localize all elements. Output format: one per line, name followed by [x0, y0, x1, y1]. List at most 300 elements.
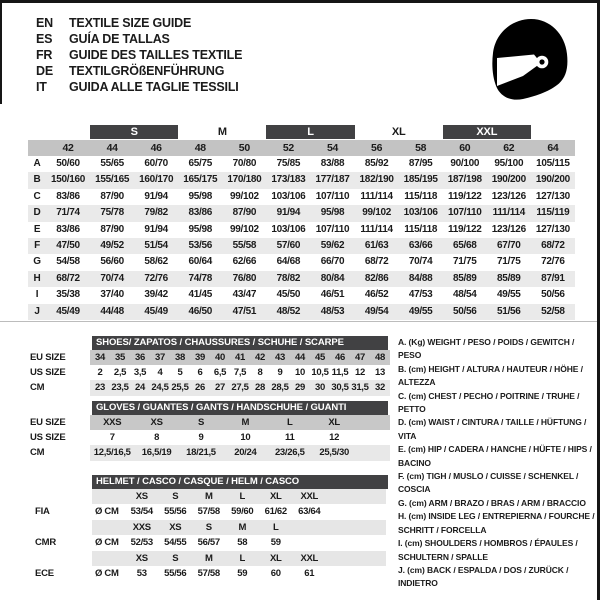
- size-value: 54/58: [56, 256, 80, 268]
- legend-item: E. (cm) HIP / CADERA / HANCHE / HÜFTE / HIPS / BACINO: [398, 444, 592, 468]
- size-value: XS: [150, 417, 163, 428]
- size-value: 51/54: [144, 239, 168, 251]
- size-value: 187/198: [447, 174, 482, 186]
- size-value: 85/89: [497, 272, 521, 284]
- helmet-size-value: 55/56: [164, 506, 187, 517]
- size-value: 78/82: [276, 272, 301, 284]
- size-value: 39: [195, 352, 205, 363]
- size-value: 60/64: [188, 256, 213, 268]
- size-value: 71/74: [56, 207, 80, 219]
- size-value: 85/92: [364, 158, 389, 169]
- size-col-header: 64: [547, 142, 559, 154]
- size-value: 91/94: [144, 223, 168, 235]
- shoes-row: [90, 365, 390, 380]
- size-value: 4: [157, 367, 163, 378]
- helmet-size: XS: [135, 553, 148, 564]
- standard-label-cmr: CMR: [35, 537, 57, 548]
- helmet-section-header: HELMET / CASCO / CASQUE / HELM / CASCO: [92, 475, 388, 489]
- helmet-size: XL: [269, 553, 282, 564]
- size-value: 84/88: [408, 272, 433, 284]
- legend-item: A. (Kg) WEIGHT / PESO / POIDS / GEWITCH / PESO: [398, 337, 575, 361]
- size-value: 6: [197, 367, 203, 378]
- gloves-row: [90, 430, 390, 445]
- size-value: 68/72: [364, 256, 389, 268]
- size-value: 43: [275, 352, 285, 363]
- size-value: 12,5/16,5: [93, 447, 131, 458]
- size-value: XL: [328, 417, 340, 428]
- measure-row-b: [28, 172, 575, 188]
- size-value: 59/62: [320, 239, 345, 251]
- size-value: 173/183: [271, 174, 306, 186]
- size-value: 74/78: [188, 272, 213, 284]
- size-value: 8: [257, 367, 263, 378]
- size-value: 46/52: [364, 289, 389, 301]
- helmet-size: XS: [169, 522, 182, 533]
- size-value: 53/56: [188, 239, 213, 251]
- size-value: 82/86: [364, 272, 389, 284]
- size-value: 35: [115, 352, 125, 363]
- size-col-header: 56: [371, 142, 383, 154]
- size-value: 91/94: [144, 190, 168, 202]
- language-code: IT: [36, 80, 47, 94]
- language-code: ES: [36, 32, 53, 46]
- size-value: 9: [277, 367, 283, 378]
- size-value: 47/50: [56, 239, 80, 251]
- size-value: 67/70: [497, 239, 521, 251]
- size-col-header: 42: [62, 142, 74, 154]
- size-value: 46: [335, 352, 345, 363]
- row-letter: A: [33, 158, 41, 169]
- size-value: 111/114: [360, 190, 393, 202]
- frame-left-border: [0, 0, 2, 104]
- shoes-row-label: EU SIZE: [30, 352, 66, 363]
- size-value: 127/130: [535, 223, 570, 235]
- size-col-header: 52: [282, 142, 294, 154]
- legend-item: C. (cm) CHEST / PECHO / POITRINE / TRUHE / PETTO: [398, 390, 580, 415]
- size-value: 7,5: [233, 367, 247, 378]
- language-row: [36, 63, 242, 79]
- legend-item: B. (cm) HEIGHT / ALTURA / HAUTEUR / HÖHE / ALTEZZA: [398, 363, 583, 388]
- size-value: 115/118: [404, 190, 438, 202]
- size-value: 51/56: [497, 305, 521, 317]
- size-value: 30,5: [331, 382, 349, 393]
- language-code: FR: [36, 48, 53, 62]
- size-value: 49/52: [100, 239, 124, 251]
- row-letter: G: [33, 256, 41, 268]
- size-value: 27,5: [231, 382, 249, 393]
- size-value: 48: [375, 352, 385, 363]
- helmet-size-value: 53/54: [130, 506, 153, 517]
- row-letter: C: [33, 190, 41, 202]
- size-value: 65/75: [188, 158, 213, 169]
- size-value: 40: [215, 352, 225, 363]
- size-value: 99/102: [229, 190, 259, 202]
- gloves-section-header: GLOVES / GUANTES / GANTS / HANDSCHUHE / GUANTI: [92, 401, 388, 415]
- row-letter: F: [34, 239, 40, 251]
- size-value: 10: [240, 432, 251, 443]
- size-value: XXS: [103, 417, 122, 428]
- size-col-header: 44: [106, 142, 118, 154]
- language-row: [36, 79, 242, 95]
- row-letter: B: [33, 174, 41, 186]
- size-value: 49/55: [408, 305, 433, 317]
- size-col-header: 50: [238, 142, 250, 154]
- size-value: 68/72: [56, 272, 80, 284]
- size-value: 190/200: [535, 174, 570, 186]
- helmet-size: L: [272, 522, 279, 533]
- size-col-header: 58: [415, 142, 427, 154]
- size-value: 80/84: [320, 272, 345, 284]
- size-value: 49/55: [497, 289, 521, 301]
- size-value: 52/58: [541, 305, 565, 317]
- size-value: 13: [375, 367, 385, 378]
- size-value: 28: [255, 382, 265, 393]
- language-title: TEXTILGRÖßENFÜHRUNG: [69, 64, 225, 78]
- size-value: 95/98: [188, 190, 213, 202]
- language-title: TEXTILE SIZE GUIDE: [69, 16, 192, 30]
- size-value: 70/80: [232, 158, 257, 169]
- size-value: 62/66: [232, 256, 257, 268]
- helmet-size-value: 61/62: [264, 506, 287, 517]
- size-value: 23,5: [111, 382, 129, 393]
- measure-row-d: [28, 205, 575, 221]
- measure-row-g: [28, 254, 575, 270]
- helmet-size: M: [238, 522, 247, 533]
- helmet-size: XXL: [300, 491, 319, 502]
- size-value: 47/51: [232, 305, 257, 317]
- shoes-row-label: US SIZE: [30, 367, 66, 378]
- size-value: 119/122: [447, 190, 482, 202]
- size-value: 185/195: [403, 174, 438, 186]
- size-value: 182/190: [359, 174, 394, 186]
- measure-row-f: [28, 238, 575, 254]
- measure-row-i: [28, 287, 575, 303]
- size-value: 83/86: [56, 223, 80, 235]
- size-value: 24,5: [151, 382, 169, 393]
- size-value: 23/26,5: [274, 447, 305, 458]
- size-value: 5: [177, 367, 183, 378]
- gloves-row: [90, 415, 390, 430]
- size-value: 37/40: [100, 289, 124, 301]
- size-value: 103/106: [403, 207, 438, 219]
- size-value: 11: [285, 432, 295, 443]
- size-value: 170/180: [227, 174, 262, 186]
- size-value: 50/56: [452, 305, 477, 317]
- size-value: 165/175: [183, 174, 218, 186]
- size-value: 79/82: [144, 207, 168, 219]
- size-value: 6,5: [213, 367, 227, 378]
- size-value: 3,5: [133, 367, 147, 378]
- size-value: 60/70: [144, 158, 168, 169]
- size-value: 48/52: [276, 305, 301, 317]
- helmet-size: XXL: [300, 553, 319, 564]
- size-value: 115/118: [404, 223, 438, 235]
- row-letter: H: [33, 272, 41, 284]
- size-value: 72/76: [541, 256, 565, 268]
- size-group-s: S: [90, 125, 178, 139]
- unit-label: Ø CM: [95, 568, 119, 579]
- size-value: 83/88: [320, 158, 345, 169]
- measure-row-e: [28, 222, 575, 238]
- size-value: 18/21,5: [186, 447, 216, 458]
- size-value: 48/54: [452, 289, 477, 301]
- size-group-xxl: XXL: [443, 125, 531, 139]
- size-value: 36: [135, 352, 145, 363]
- size-value: 10: [295, 367, 305, 378]
- size-value: 64/68: [276, 256, 301, 268]
- size-value: 56/60: [100, 256, 124, 268]
- legend-item: G. (cm) ARM / BRAZO / BRAS / ARM / BRACCIO: [398, 497, 586, 508]
- size-value: 45: [315, 352, 325, 363]
- size-value: 95/98: [320, 207, 345, 219]
- size-value: 50/56: [541, 289, 565, 301]
- size-value: 31,5: [351, 382, 369, 393]
- size-value: 45/49: [56, 305, 80, 317]
- size-value: 16,5/19: [141, 447, 172, 458]
- size-value: 123/126: [491, 190, 526, 202]
- size-value: 26: [195, 382, 205, 393]
- legend-item: J. (cm) BACK / ESPALDA / DOS / ZURÜCK / INDIETRO: [398, 564, 569, 589]
- size-row-corner: [28, 140, 46, 156]
- helmet-size-value: 59/60: [231, 506, 254, 517]
- size-value: 68/72: [541, 239, 565, 251]
- size-value: 83/86: [188, 207, 213, 219]
- size-value: 8: [154, 432, 160, 443]
- helmet-size-value: 57/58: [197, 568, 220, 579]
- size-value: L: [287, 417, 293, 428]
- size-group-header-row: [28, 124, 575, 140]
- size-value: 111/114: [492, 207, 526, 219]
- size-value: 99/102: [362, 207, 391, 219]
- helmet-size: M: [204, 553, 213, 564]
- helmet-value-row: [92, 504, 386, 520]
- size-value: 76/80: [232, 272, 257, 284]
- size-col-header: 60: [459, 142, 471, 154]
- size-value: 99/102: [229, 223, 259, 235]
- shoes-row-label: CM: [30, 382, 45, 393]
- size-value: 87/90: [232, 207, 257, 219]
- shoes-row: [90, 380, 390, 396]
- size-value: 55/58: [232, 239, 257, 251]
- size-value: 2: [97, 367, 103, 378]
- helmet-value-row: [92, 535, 386, 551]
- helmet-size-value: 56/57: [197, 537, 220, 548]
- row-letter: J: [34, 305, 40, 317]
- size-col-header: 62: [503, 142, 515, 154]
- size-value: 9: [198, 432, 204, 443]
- helmet-size-value: 58: [237, 537, 248, 548]
- language-code: EN: [36, 16, 53, 30]
- size-value: 23: [95, 382, 105, 393]
- size-value: 25,5/30: [319, 447, 349, 458]
- helmet-size-value: 59: [270, 537, 281, 548]
- size-value: 155/165: [95, 174, 130, 186]
- language-row: [36, 31, 242, 47]
- size-value: 38: [175, 352, 185, 363]
- size-value: 83/86: [56, 190, 80, 202]
- gloves-row-label: EU SIZE: [30, 417, 66, 428]
- legend-item: D. (cm) WAIST / CINTURA / TAILLE / HÜFTUNG / VITA: [398, 417, 587, 441]
- size-value: 107/110: [447, 207, 482, 219]
- size-value: 2,5: [113, 367, 127, 378]
- size-value: 30: [315, 382, 325, 393]
- row-letter: I: [35, 289, 39, 301]
- size-value: 119/122: [447, 223, 482, 235]
- size-value: 35/38: [56, 289, 80, 301]
- measurement-rows: [28, 156, 575, 320]
- size-value: 41: [235, 352, 245, 363]
- size-value: 75/78: [100, 207, 124, 219]
- size-group-m: M: [217, 126, 227, 138]
- language-title: GUIDE DES TAILLES TEXTILE: [69, 48, 243, 62]
- size-value: 72/76: [144, 272, 168, 284]
- size-value: 105/115: [536, 158, 570, 169]
- helmet-size-value: 63/64: [298, 506, 321, 517]
- size-value: 44: [295, 352, 305, 363]
- size-value: 160/170: [139, 174, 174, 186]
- size-col-header: 54: [326, 142, 339, 154]
- size-value: 46/51: [320, 289, 345, 301]
- size-value: 39/42: [144, 289, 168, 301]
- helmet-size-value: 54/55: [164, 537, 187, 548]
- helmet-size-value: 59: [237, 568, 248, 579]
- size-group-l: L: [266, 125, 354, 139]
- size-value: 85/89: [452, 272, 477, 284]
- size-value: 90/100: [450, 158, 480, 169]
- language-row: [36, 47, 242, 63]
- size-value: 49/54: [364, 305, 389, 317]
- size-value: 28,5: [271, 382, 289, 393]
- size-value: 107/110: [315, 190, 350, 202]
- size-value: 87/91: [541, 272, 565, 284]
- size-value: 32: [375, 382, 385, 393]
- size-value: 12: [329, 432, 340, 443]
- size-value: 87/90: [100, 223, 124, 235]
- size-value: 45/49: [144, 305, 168, 317]
- size-value: 20/24: [234, 447, 257, 458]
- size-value: 47: [355, 352, 365, 363]
- gloves-row-label: CM: [30, 447, 45, 458]
- helmet-size: XL: [269, 491, 282, 502]
- size-value: 50/60: [56, 158, 80, 169]
- size-value: 66/70: [320, 256, 345, 268]
- language-title: GUIDA ALLE TAGLIE TESSILI: [69, 80, 239, 94]
- size-value: 47/53: [408, 289, 433, 301]
- size-value: 10,5: [311, 367, 329, 378]
- size-value: 11,5: [331, 367, 349, 378]
- helmet-size-value: 55/56: [164, 568, 187, 579]
- helmet-size: S: [205, 522, 212, 533]
- standard-label-fia: FIA: [35, 506, 50, 517]
- size-value: 111/114: [360, 223, 393, 235]
- size-value: 95/100: [494, 158, 524, 169]
- language-title: GUÍA DE TALLAS: [69, 32, 170, 46]
- size-value: 95/98: [188, 223, 213, 235]
- helmet-size-value: 57/58: [197, 506, 220, 517]
- helmet-size-value: 53: [136, 568, 147, 579]
- helmet-size-header-row: [92, 489, 386, 504]
- size-value: 63/66: [408, 239, 433, 251]
- language-row: [36, 15, 242, 31]
- standard-label-ece: ECE: [35, 568, 54, 579]
- helmet-size: XS: [135, 491, 148, 502]
- size-value: 45/50: [276, 289, 301, 301]
- row-letter: E: [33, 223, 41, 235]
- helmet-size-header-row: [92, 520, 386, 535]
- size-value: 44/48: [100, 305, 124, 317]
- helmet-size: S: [172, 553, 179, 564]
- size-value: 61/63: [364, 239, 389, 251]
- legend-item: H. (cm) INSIDE LEG / ENTREPIERNA / FOURCHE / SCHRITT / FORCELLA: [398, 511, 595, 535]
- helmet-size: S: [172, 491, 179, 502]
- shoes-section-header: SHOES/ ZAPATOS / CHAUSSURES / SCHUHE / SCARPE: [92, 336, 388, 350]
- measure-row-h: [28, 271, 575, 287]
- size-value: 150/160: [51, 174, 86, 186]
- size-value: 107/110: [315, 223, 350, 235]
- size-group-xl: XL: [391, 126, 406, 138]
- size-value: 115/119: [536, 207, 570, 219]
- size-value: 127/130: [535, 190, 570, 202]
- size-number-header-row: [28, 140, 575, 156]
- gloves-row: [90, 445, 390, 461]
- helmet-size-value: 61: [304, 568, 315, 579]
- size-value: 70/74: [408, 256, 433, 268]
- size-value: 7: [109, 432, 115, 443]
- size-value: 103/106: [271, 223, 306, 235]
- measure-row-j: [28, 304, 575, 320]
- size-value: 12: [355, 367, 365, 378]
- size-value: 71/75: [452, 256, 477, 268]
- racing-helmet-icon: [490, 16, 570, 108]
- helmet-size: XXS: [132, 522, 151, 533]
- size-value: 29: [295, 382, 305, 393]
- language-code: DE: [36, 64, 53, 78]
- size-value: 37: [155, 352, 165, 363]
- size-value: 55/65: [100, 158, 124, 169]
- size-value: 87/95: [408, 158, 433, 169]
- helmet-size-value: 52/53: [130, 537, 153, 548]
- helmet-value-row: [92, 566, 386, 582]
- section-divider: [0, 321, 597, 322]
- helmet-size: M: [204, 491, 213, 502]
- size-value: 58/62: [144, 256, 168, 268]
- size-value: 34: [95, 352, 105, 363]
- size-value: 177/187: [315, 174, 350, 186]
- language-title-list: [36, 15, 242, 95]
- size-value: 123/126: [491, 223, 526, 235]
- helmet-size: L: [239, 553, 245, 564]
- unit-label: Ø CM: [95, 537, 119, 548]
- shoes-row: [90, 350, 390, 365]
- frame-top-border: [0, 0, 600, 3]
- size-value: 24: [135, 382, 145, 393]
- size-value: 43/47: [232, 289, 257, 301]
- size-col-header: 46: [150, 142, 162, 154]
- row-letter: D: [33, 207, 41, 219]
- size-value: 190/200: [491, 174, 526, 186]
- size-value: S: [197, 417, 204, 428]
- size-value: 71/75: [497, 256, 521, 268]
- size-col-header: 48: [194, 142, 206, 154]
- size-value: 48/53: [320, 305, 345, 317]
- gloves-row-label: US SIZE: [30, 432, 66, 443]
- measure-row-c: [28, 189, 575, 205]
- legend-item: I. (cm) SHOULDERS / HOMBROS / ÉPAULES / SCHULTERN / SPALLE: [398, 538, 578, 562]
- helmet-size: L: [239, 491, 245, 502]
- size-value: M: [241, 417, 250, 428]
- size-value: 91/94: [276, 207, 301, 219]
- size-value: 103/106: [271, 190, 306, 202]
